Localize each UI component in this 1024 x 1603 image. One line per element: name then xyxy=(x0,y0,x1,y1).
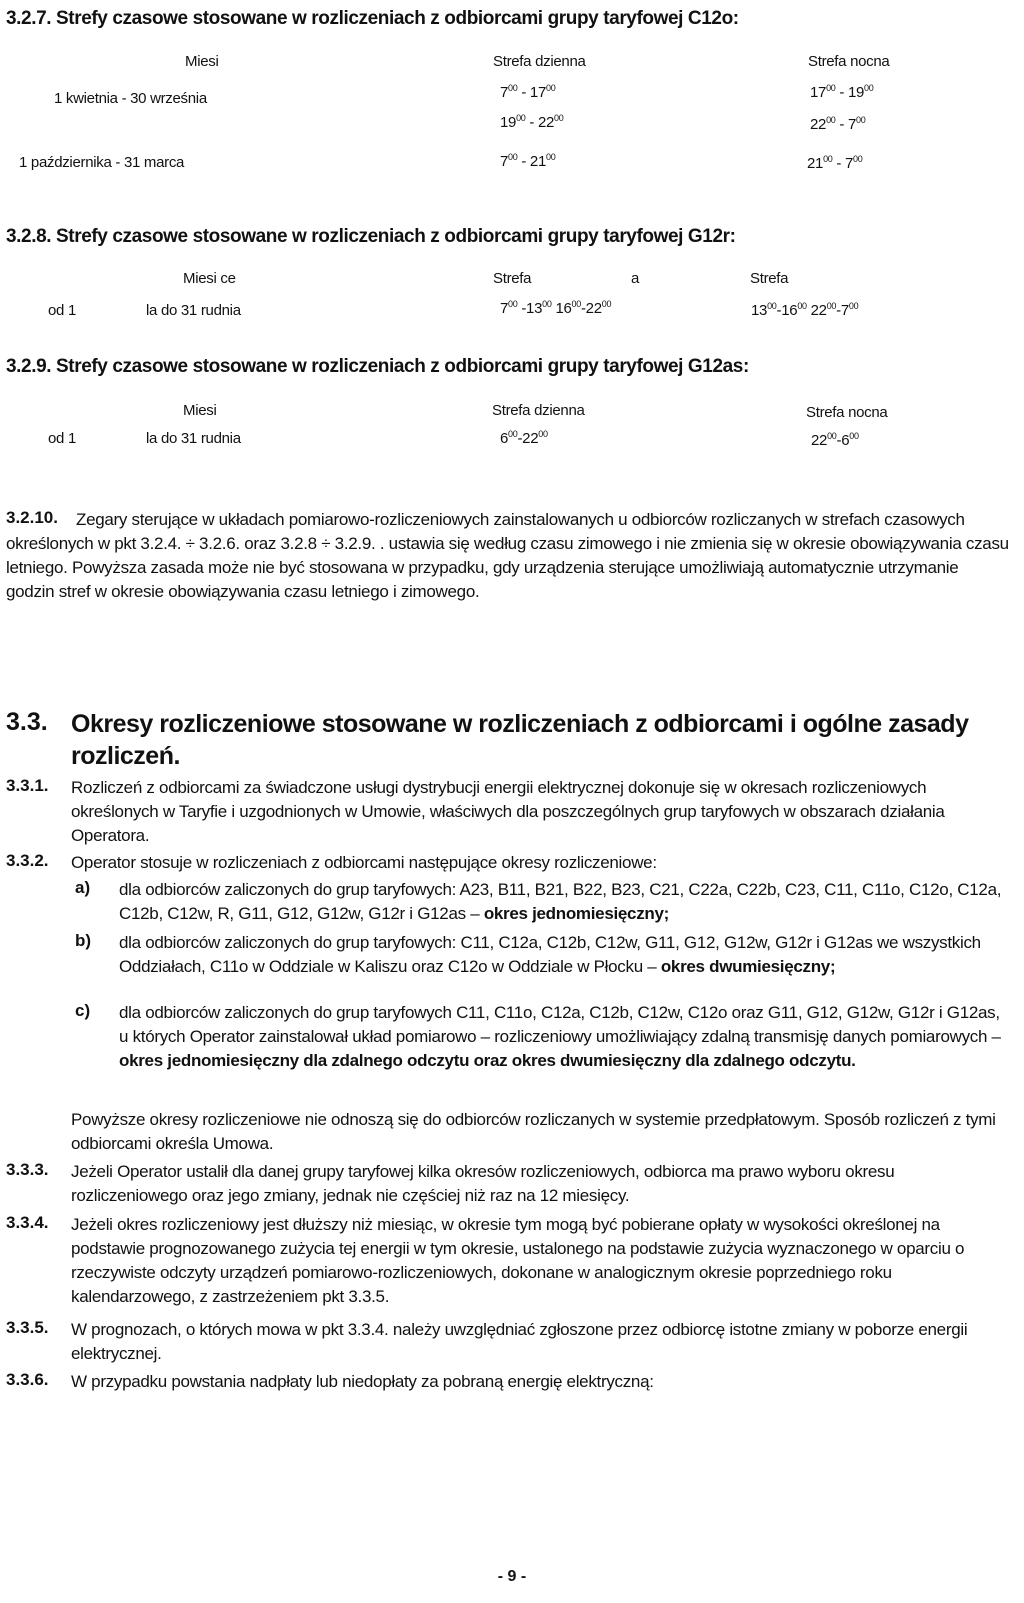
c12o-col-day-zone: Strefa dzienna xyxy=(493,53,586,70)
list-item-c-letter: c) xyxy=(75,1001,91,1020)
c12o-col-month: Miesi xyxy=(185,53,219,70)
g12as-col-day-zone: Strefa dzienna xyxy=(492,402,585,419)
section-3-3-1-number: 3.3.1. xyxy=(6,776,49,795)
c12o-row2-month: 1 października - 31 marca xyxy=(19,154,185,171)
c12o-row2-day: $7^{00} - 21^{00}$ xyxy=(500,152,556,170)
section-3-2-10-number: 3.2.10. xyxy=(6,508,58,527)
g12as-row-month: la do 31 rudnia xyxy=(146,430,241,447)
g12r-night-hours: $13^{00}-16^{00}$ $22^{00}-7^{00}$ xyxy=(751,301,859,319)
g12r-col-night-zone: Strefa xyxy=(750,270,789,287)
c12o-row1-day-b: $19^{00} - 22^{00}$ xyxy=(500,113,564,131)
section-3-3-1-text: Rozliczeń z odbiorcami za świadczone usługi dystrybucji energii elektrycznej dokonuje się w okresach rozliczeniowych określonych w Taryfie i uzgodnionych w Umowie, właściwych dla poszczególnych grup taryfowych w obszarach działania Operatora. xyxy=(71,778,945,845)
g12r-col-day-zone-suffix: a xyxy=(631,270,640,287)
list-item-a-letter: a) xyxy=(75,878,91,897)
page-number: - 9 - xyxy=(497,1568,527,1585)
g12r-day-hours: $7^{00}$ $-13^{00}$ $16^{00}-22^{00}$ xyxy=(500,299,612,317)
section-3-3-4-number: 3.3.4. xyxy=(6,1213,49,1232)
section-3-3-2-intro: Operator stosuje w rozliczeniach z odbiorcami następujące okresy rozliczeniowe: xyxy=(71,853,657,872)
list-item-c-text: dla odbiorców zaliczonych do grup taryfowych C11, C11o, C12a, C12b, C12w, C12o oraz G11, G12, G12w, G12r i G12as, u których Operator zainstalował układ pomiarowo – rozliczeniowy umożliwiający zdalną transmisję danych pomiarowych – okres jednomiesięczny dla zdalnego odczytu oraz okres dwumiesięczny dla zdalnego odczytu. xyxy=(119,1003,1001,1070)
c12o-row1-night-b: $22^{00} - 7^{00}$ xyxy=(810,115,866,133)
section-3-2-8-heading: 3.2.8. Strefy czasowe stosowane w rozliczeniach z odbiorcami grupy taryfowej G12r: xyxy=(6,226,736,247)
g12as-night-hours: $22^{00}-6^{00}$ xyxy=(811,431,859,449)
section-3-3-2-after: Powyższe okresy rozliczeniowe nie odnoszą się do odbiorców rozliczanych w systemie przedpłatowym. Sposób rozliczeń z tymi odbiorcami określa Umowa. xyxy=(71,1110,996,1153)
list-item-a-text: dla odbiorców zaliczonych do grup taryfowych: A23, B11, B21, B22, B23, C21, C22a, C22b, C23, C11, C11o, C12o, C12a, C12b, C12w, R, G11, G12, G12w, G12r i G12as – okres jednomiesięczny; xyxy=(119,880,1002,923)
c12o-row1-month: 1 kwietnia - 30 września xyxy=(54,90,207,107)
section-3-3-5-text: W prognozach, o których mowa w pkt 3.3.4. należy uwzględniać zgłoszone przez odbiorcę istotne zmiany w poborze energii elektrycznej. xyxy=(71,1320,968,1363)
section-3-3-4-text: Jeżeli okres rozliczeniowy jest dłuższy niż miesiąc, w okresie tym mogą być pobierane opłaty w wysokości określonej na podstawie prognozowanego zużycia tej energii w tym okresie, ustalonego na podstawie zużycia wyznaczonego w oparciu o rzeczywiste odczyty urządzeń pomiarowo-rozliczeniowych, dokonane w analogicznym okresie poprzedniego roku kalendarzowego, z zastrzeżeniem pkt 3.3.5. xyxy=(71,1215,965,1306)
g12as-day-hours: $6^{00}-22^{00}$ xyxy=(500,429,548,447)
section-3-3-3-number: 3.3.3. xyxy=(6,1160,49,1179)
section-3-3-5-number: 3.3.5. xyxy=(6,1318,49,1337)
g12as-row-from: od 1 xyxy=(48,430,76,447)
list-item-b-text: dla odbiorców zaliczonych do grup taryfowych: C11, C12a, C12b, C12w, G11, G12, G12w, G12r i G12as we wszystkich Oddziałach, C11o w Oddziale w Kaliszu oraz C12o w Oddziale w Płocku – okres dwumiesięczny; xyxy=(119,933,981,976)
c12o-row2-night: $21^{00} - 7^{00}$ xyxy=(807,154,863,172)
g12r-col-month: Miesi ce xyxy=(183,270,236,287)
g12as-col-night-zone: Strefa nocna xyxy=(806,404,888,421)
section-3-2-9-heading: 3.2.9. Strefy czasowe stosowane w rozliczeniach z odbiorcami grupy taryfowej G12as: xyxy=(6,356,749,377)
g12r-row-month: la do 31 rudnia xyxy=(146,302,241,319)
section-3-2-10-text: Zegary sterujące w układach pomiarowo-rozliczeniowych zainstalowanych u odbiorców rozliczanych w strefach czasowych określonych w pkt 3.2.4. ÷ 3.2.6. oraz 3.2.8 ÷ 3.2.9. . ustawia się według czasu zimowego i nie zmienia się w okresie obowiązywania czasu letniego. Powyższa zasada może nie być stosowana w przypadku, gdy urządzenia sterujące umożliwiają automatycznie utrzymanie godzin stref w okresie obowiązywania czasu letniego i zimowego. xyxy=(6,510,1009,601)
section-3-3-2-number: 3.3.2. xyxy=(6,851,49,870)
section-3-2-7-heading: 3.2.7. Strefy czasowe stosowane w rozliczeniach z odbiorcami grupy taryfowej C12o: xyxy=(6,8,739,29)
c12o-row1-night-a: $17^{00} - 19^{00}$ xyxy=(810,83,874,101)
section-3-3-title: Okresy rozliczeniowe stosowane w rozliczeniach z odbiorcami i ogólne zasady rozliczeń. xyxy=(71,710,969,770)
g12as-col-month: Miesi xyxy=(183,402,217,419)
g12r-row-from: od 1 xyxy=(48,302,76,319)
c12o-col-night-zone: Strefa nocna xyxy=(808,53,890,70)
section-3-3-6-number: 3.3.6. xyxy=(6,1370,49,1389)
section-3-3-6-text: W przypadku powstania nadpłaty lub niedopłaty za pobraną energię elektryczną: xyxy=(71,1372,654,1391)
list-item-b-letter: b) xyxy=(75,931,92,950)
g12r-col-day-zone: Strefa xyxy=(493,270,532,287)
c12o-row1-day-a: $7^{00} - 17^{00}$ xyxy=(500,83,556,101)
section-3-3-3-text: Jeżeli Operator ustalił dla danej grupy taryfowej kilka okresów rozliczeniowych, odbiorca ma prawo wyboru okresu rozliczeniowego oraz jego zmiany, jednak nie częściej niż raz na 12 miesięcy. xyxy=(71,1162,895,1205)
section-3-3-number: 3.3. xyxy=(6,708,48,736)
